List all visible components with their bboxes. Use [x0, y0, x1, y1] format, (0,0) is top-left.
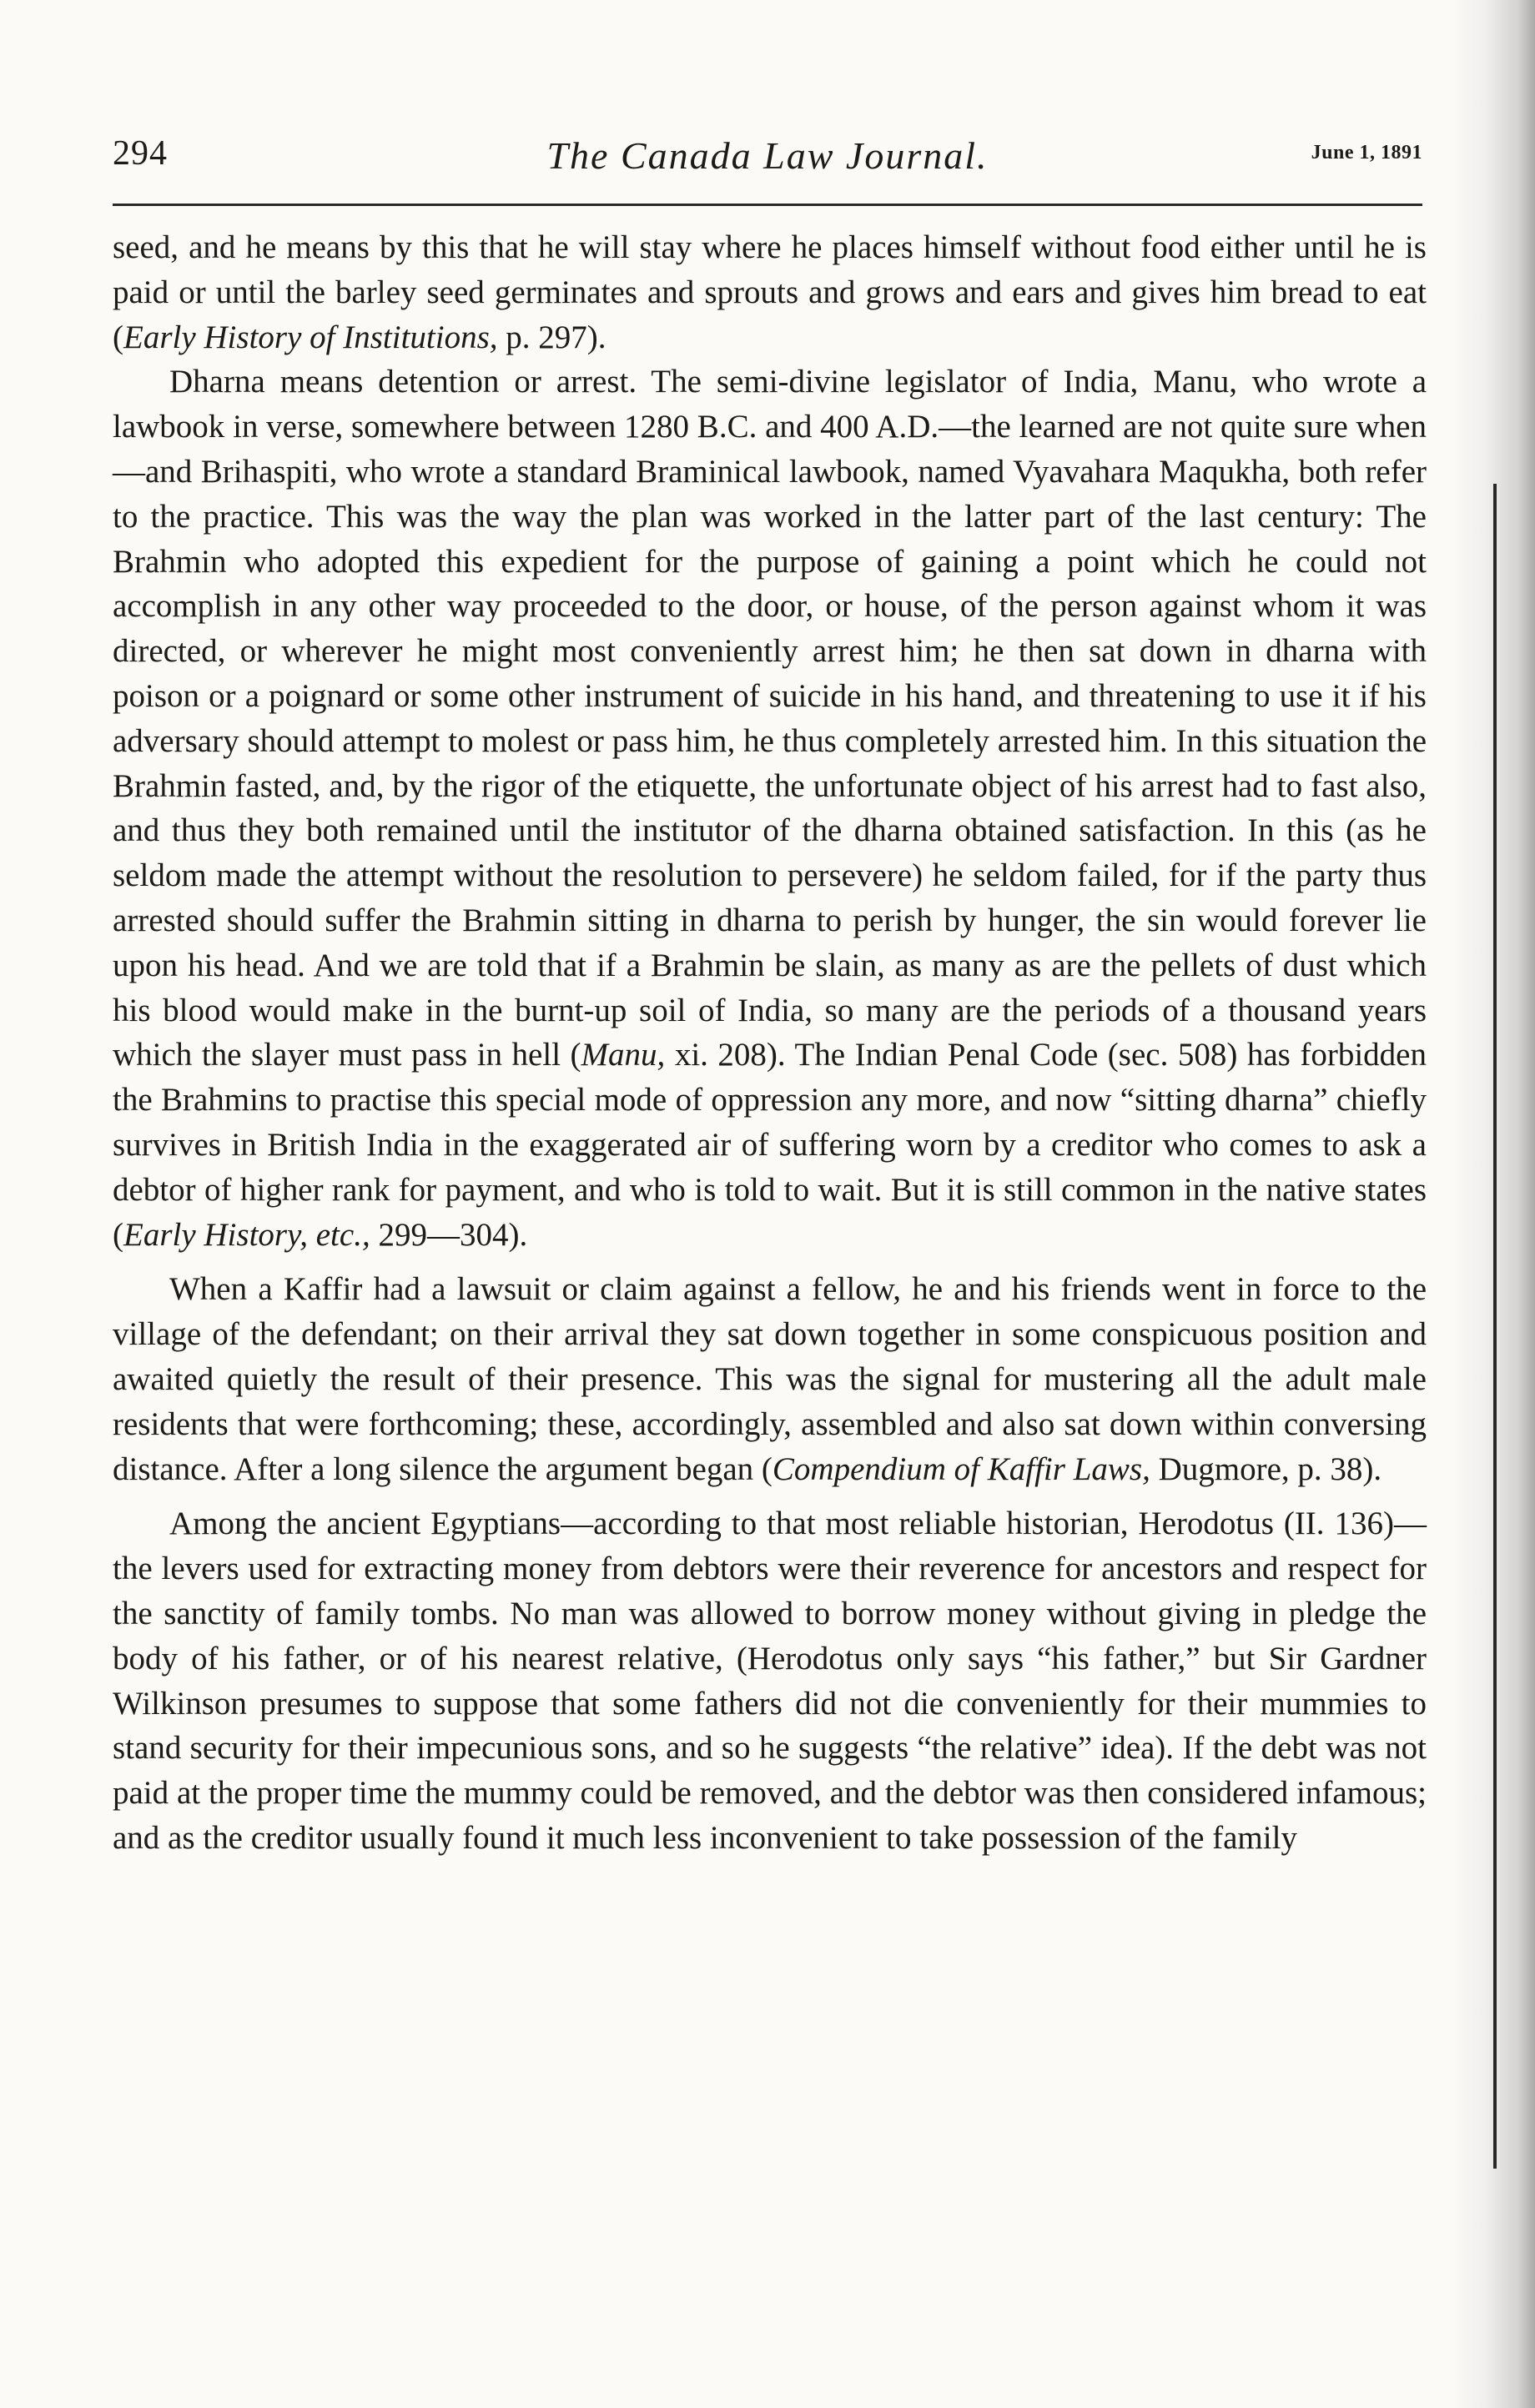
- issue-date: June 1, 1891: [1311, 142, 1422, 163]
- body-text: [113, 225, 1427, 1861]
- citation-italic: Compendium of Kaffir Laws,: [772, 1450, 1150, 1487]
- page-number: 294: [113, 134, 168, 173]
- text-run: 299—304).: [370, 1216, 528, 1253]
- running-title: The Canada Law Journal.: [546, 134, 989, 177]
- text-run: p. 297).: [497, 319, 606, 355]
- citation-italic: Early History, etc.,: [123, 1216, 370, 1253]
- text-run: Dharna means detention or arrest. The semi-divine legislator of India, Manu, who wrote a lawbook in verse, somewhere between 1280 B.C. and 400 A.D.—the learned are not quite sure when—and Brihaspiti, who wrote a standard Braminical lawbook, named Vyavahara Maqukha, both refer to the practice. This was the way the plan was worked in the latter part of the last century: The Brahmin who adopted this expedient for the purpose of gaining a point which he could not accomplish in any other way proceeded to the door, or house, of the person against whom it was directed, or wherever he might most conveniently arrest him; he then sat down in dharna with poison or a poignard or some other instrument of suicide in his hand, and threatening to use it if his adversary should attempt to molest or pass him, he thus completely arrested him. In this situation the Brahmin fasted, and, by the rigor of the etiquette, the unfortunate object of his arrest had to fast also, and thus they both remained until the institutor of the dharna obtained satisfaction. In this (as he seldom made the attempt without the resolution to persevere) he seldom failed, for if the party thus arrested should suffer the Brahmin sitting in dharna to perish by hunger, the sin would forever lie upon his head. And we are told that if a Brahmin be slain, as many as are the pellets of dust which his blood would make in the burnt-up soil of India, so many are the periods of a thousand years which the slayer must pass in hell (: [113, 364, 1427, 1073]
- paragraph: [113, 359, 1427, 1257]
- paragraph-continued: [113, 225, 1427, 359]
- text-run: Dugmore, p. 38).: [1150, 1450, 1382, 1487]
- paragraph: [113, 1501, 1427, 1860]
- header-rule: [113, 204, 1422, 206]
- text-run: seed, and he means by this that he will stay where he places himself without food either until he is paid or until the barley seed germinates and sprouts and grows and ears and gives him bread to eat (: [113, 229, 1427, 355]
- paragraph: [113, 1267, 1427, 1491]
- text-run: Among the ancient Egyptians—according to that most reliable historian, Herodotus (II. 136)—the levers used for extracting money from debtors were their reverence for ancestors and respect for the sanctity of family tombs. No man was allowed to borrow money without giving in pledge the body of his father, or of his nearest relative, (Herodotus only says “his father,” but Sir Gardner Wilkinson presumes to suppose that some fathers did not die conveniently for their mummies to stand security for their impecunious sons, and so he suggests “the relative” idea). If the debt was not paid at the proper time the mummy could be removed, and the debtor was then considered infamous; and as the creditor usually found it much less inconvenient to take possession of the family: [113, 1506, 1427, 1856]
- text-run: When a Kaffir had a lawsuit or claim against a fellow, he and his friends went in force to the village of the defendant; on their arrival they sat down together in some conspicuous position and awaited quietly the result of their presence. This was the signal for mustering all the adult male residents that were forthcoming; these, accordingly, assembled and also sat down within conversing distance. After a long silence the argument began (: [113, 1271, 1427, 1487]
- page-header: [113, 133, 1422, 200]
- citation-italic: Manu,: [581, 1037, 666, 1073]
- margin-rule: [1493, 484, 1497, 2169]
- text-run: xi. 208). The Indian Penal Code (sec. 508) has forbidden the Brahmins to practise this special mode of oppression any more, and now “sitting dharna” chiefly survives in British India in the exaggerated air of suffering worn by a creditor who comes to ask a debtor of higher rank for payment, and who is told to wait. But it is still common in the native states (: [113, 1037, 1427, 1253]
- citation-italic: Early History of Institutions,: [123, 319, 498, 355]
